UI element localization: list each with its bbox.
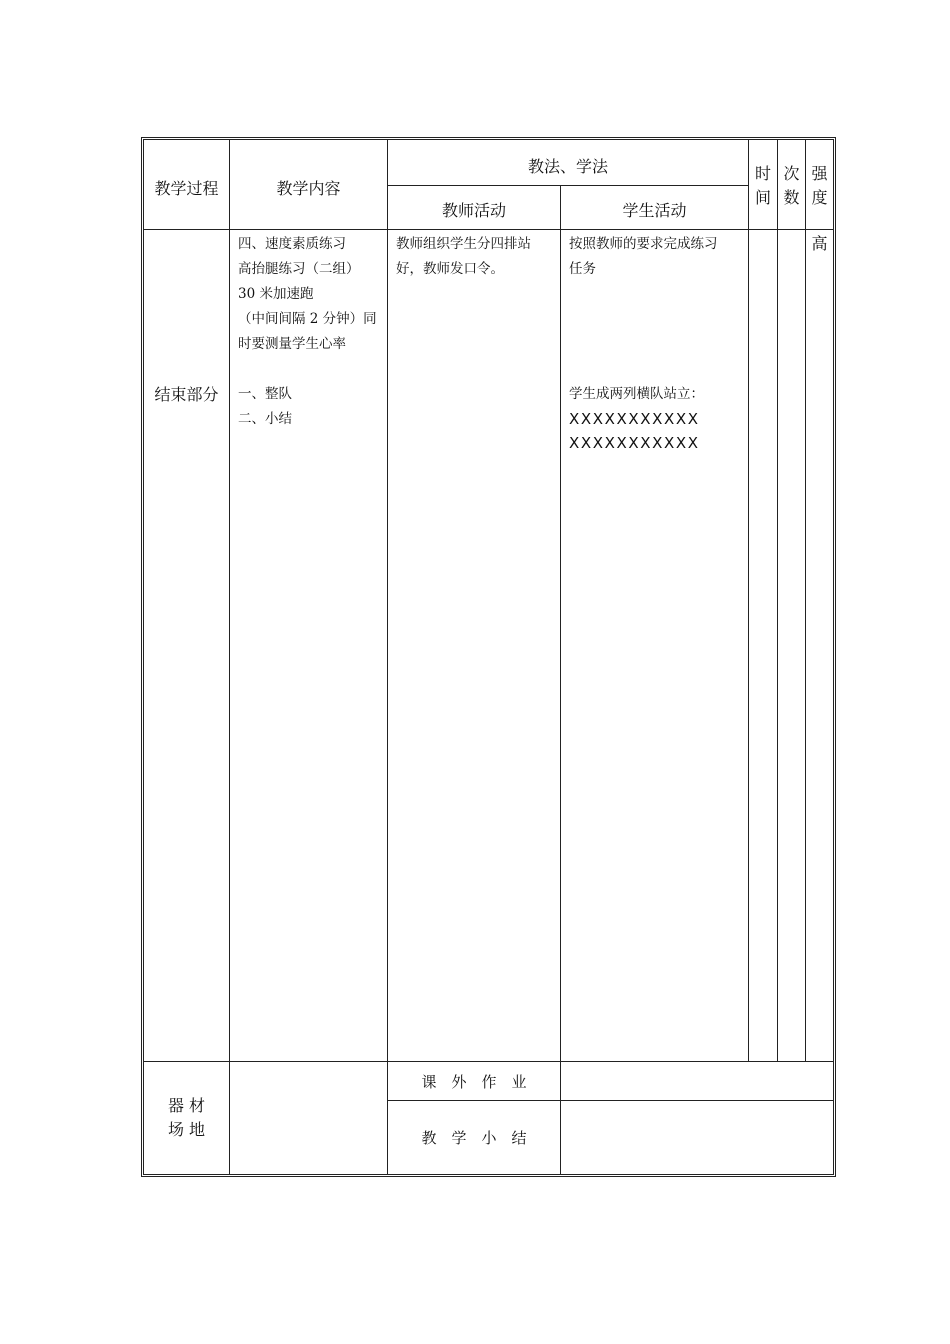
equipment-label <box>144 1094 229 1142</box>
header-content: 教学内容 <box>276 179 341 198</box>
header-count-char1: 次 <box>783 164 800 183</box>
content-text <box>238 232 386 432</box>
header-student-activity: 学生活动 <box>622 201 687 220</box>
student-activity-text <box>569 232 747 282</box>
header-time <box>749 162 777 210</box>
content-line: 30 米加速跑 <box>238 286 314 302</box>
content-line: 一、整队 <box>238 386 292 402</box>
process-label: 结束部分 <box>154 385 219 404</box>
student-formation <box>569 382 747 455</box>
divider <box>144 1061 833 1062</box>
header-time-char2: 间 <box>754 188 771 207</box>
divider <box>748 140 749 1061</box>
divider <box>560 185 561 1061</box>
divider <box>777 140 778 1061</box>
header-intensity-char2: 度 <box>811 188 828 207</box>
formation-label: 学生成两列横队站立： <box>569 386 704 402</box>
divider <box>229 140 230 1174</box>
divider <box>805 140 806 1061</box>
teacher-line: 教师组织学生分四排站 <box>396 236 531 252</box>
content-line: 二、小结 <box>238 411 292 427</box>
teacher-activity-text <box>396 232 558 282</box>
summary-label: 教 学 小 结 <box>421 1129 527 1147</box>
content-line <box>238 357 386 382</box>
divider <box>387 1100 833 1101</box>
content-line: 高抬腿练习（二组） <box>238 261 360 277</box>
header-intensity <box>806 162 833 210</box>
equipment-label-line1: 器 材 <box>167 1096 206 1115</box>
teacher-line: 好，教师发口令。 <box>396 261 504 277</box>
content-line: 时要测量学生心率 <box>238 336 346 352</box>
content-line: 四、速度素质练习 <box>238 236 346 252</box>
header-count <box>778 162 805 210</box>
content-line: （中间间隔 2 分钟）同 <box>238 311 377 327</box>
header-intensity-char1: 强 <box>811 164 828 183</box>
header-time-char1: 时 <box>754 164 771 183</box>
divider <box>560 1061 561 1174</box>
intensity-value: 高 <box>811 234 828 253</box>
divider <box>387 140 388 1174</box>
header-process: 教学过程 <box>154 179 219 198</box>
formation-row-2: XXXXXXXXXXX <box>569 434 700 452</box>
student-line: 任务 <box>569 261 596 277</box>
divider <box>144 229 833 230</box>
formation-row-1: XXXXXXXXXXX <box>569 410 700 428</box>
header-teacher-activity: 教师活动 <box>441 201 506 220</box>
header-count-char2: 数 <box>783 188 800 207</box>
homework-label: 课 外 作 业 <box>421 1073 527 1091</box>
student-line: 按照教师的要求完成练习 <box>569 236 718 252</box>
header-methods: 教法、学法 <box>527 157 608 176</box>
equipment-label-line2: 场 地 <box>167 1120 206 1139</box>
divider <box>387 185 748 186</box>
